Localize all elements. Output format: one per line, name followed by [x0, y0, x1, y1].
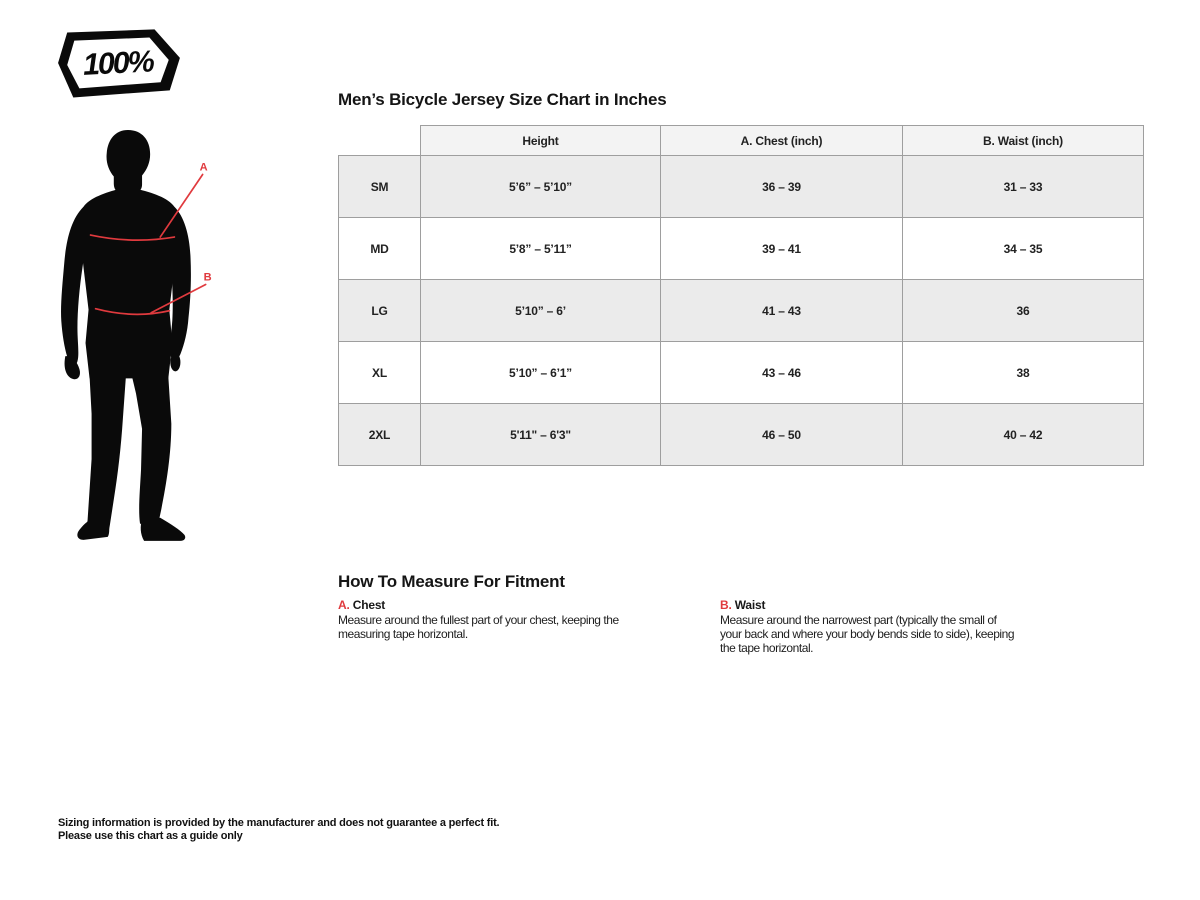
size-value-cell: 38: [903, 342, 1144, 404]
table-body: [339, 156, 1144, 466]
body-silhouette-icon: [55, 126, 217, 550]
size-value-cell: 40 – 42: [903, 404, 1144, 466]
brand-logo-text: 100%: [82, 44, 154, 82]
size-label-cell: LG: [339, 280, 421, 342]
table-header-row: [339, 126, 1144, 156]
table-row: [339, 156, 1144, 218]
sizing-disclaimer-line1: Sizing information is provided by the manufacturer and does not guarantee a perfect fit.: [58, 817, 500, 829]
size-chart: [338, 125, 1144, 466]
size-label-cell: XL: [339, 342, 421, 404]
measure-label-chest: [338, 598, 643, 612]
measure-name-chest: Chest: [352, 598, 386, 612]
measure-item-chest: [338, 598, 643, 641]
body-silhouette-figure: [55, 126, 217, 550]
table-header-cell: B. Waist (inch): [903, 126, 1144, 156]
waist-callout-label: B: [203, 271, 212, 284]
table-corner-cell: [339, 126, 421, 156]
table-row: [339, 218, 1144, 280]
size-value-cell: 5'11" – 6'3": [421, 404, 661, 466]
size-value-cell: 46 – 50: [661, 404, 903, 466]
size-value-cell: 5’10” – 6’1”: [421, 342, 661, 404]
measure-letter-a: A.: [338, 598, 350, 612]
brand-logo: [54, 26, 186, 108]
page-title: Men’s Bicycle Jersey Size Chart in Inches: [338, 90, 667, 109]
size-value-cell: 5’10” – 6’: [421, 280, 661, 342]
table-row: [339, 404, 1144, 466]
size-chart-table: [338, 125, 1144, 466]
size-value-cell: 43 – 46: [661, 342, 903, 404]
size-value-cell: 34 – 35: [903, 218, 1144, 280]
size-label-cell: SM: [339, 156, 421, 218]
measure-name-waist: Waist: [734, 598, 766, 612]
chest-callout-label: A: [199, 161, 208, 174]
table-header-cell: Height: [421, 126, 661, 156]
size-label-cell: MD: [339, 218, 421, 280]
table-header-cell: A. Chest (inch): [661, 126, 903, 156]
size-value-cell: 36: [903, 280, 1144, 342]
size-label-cell: 2XL: [339, 404, 421, 466]
measure-item-waist: [720, 598, 1020, 655]
size-value-cell: 5’8” – 5’11”: [421, 218, 661, 280]
sizing-disclaimer-line2: Please use this chart as a guide only: [58, 830, 243, 842]
sizing-disclaimer: [58, 817, 499, 843]
measure-label-waist: [720, 598, 1020, 612]
table-row: [339, 342, 1144, 404]
how-to-measure-heading: How To Measure For Fitment: [338, 572, 565, 591]
size-value-cell: 36 – 39: [661, 156, 903, 218]
table-head: [339, 126, 1144, 156]
size-value-cell: 41 – 43: [661, 280, 903, 342]
measure-desc-waist: Measure around the narrowest part (typically the small of your back and where your body bends side to side), keeping the tape horizontal.: [720, 613, 1015, 655]
brand-logo-icon: [54, 26, 186, 108]
size-value-cell: 31 – 33: [903, 156, 1144, 218]
measure-desc-chest: Measure around the fullest part of your chest, keeping the measuring tape horizontal.: [338, 613, 619, 641]
size-value-cell: 39 – 41: [661, 218, 903, 280]
size-value-cell: 5’6” – 5’10”: [421, 156, 661, 218]
table-row: [339, 280, 1144, 342]
measure-letter-b: B.: [720, 598, 732, 612]
